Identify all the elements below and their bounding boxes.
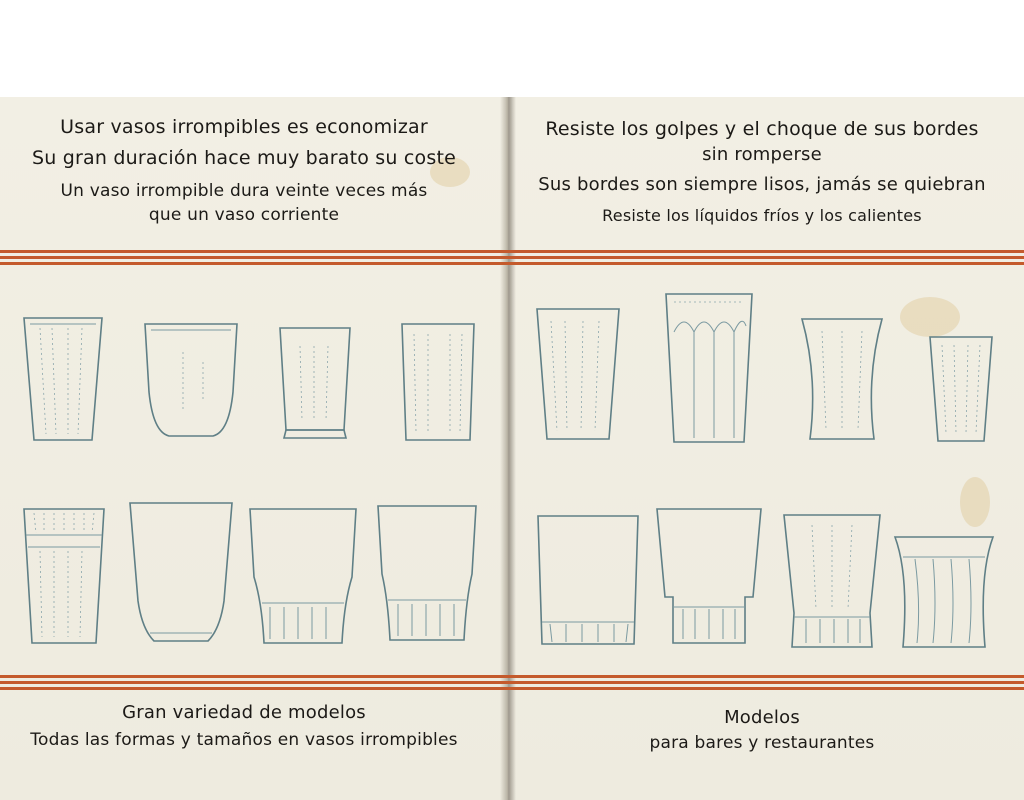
right-intro-line-1: Resiste los golpes y el choque de sus bordes: [545, 118, 979, 140]
drinking-glass-icon: [782, 513, 882, 651]
right-footer-line-1: Modelos: [724, 707, 800, 728]
page-fold: [500, 97, 516, 800]
drinking-glass-icon: [22, 316, 104, 444]
left-page: [0, 97, 506, 800]
left-footer-line-2: Todas las formas y tamaños en vasos irrompibles: [30, 730, 458, 750]
left-footer-line-1: Gran variedad de modelos: [122, 702, 366, 723]
drinking-glass-icon: [278, 326, 352, 442]
drinking-glass-icon: [800, 317, 884, 443]
drinking-glass-icon: [143, 322, 239, 440]
right-intro-line-4: Resiste los líquidos fríos y los calientes: [602, 206, 922, 225]
right-intro-line-3: Sus bordes son siempre lisos, jamás se quiebran: [538, 174, 986, 195]
drinking-glass-icon: [128, 501, 234, 645]
drinking-glass-icon: [400, 322, 476, 444]
paper-stain: [960, 477, 990, 527]
left-intro-line-3: Un vaso irrompible dura veinte veces más: [60, 181, 428, 201]
drinking-glass-icon: [928, 335, 994, 445]
right-page: [512, 97, 1024, 800]
paper-stain: [900, 297, 960, 337]
drinking-glass-icon: [536, 514, 640, 648]
drinking-glass-icon: [535, 307, 621, 443]
right-intro-line-2: sin romperse: [702, 144, 822, 165]
right-footer-line-2: para bares y restaurantes: [649, 733, 875, 753]
top-divider-stripe: [0, 250, 1024, 266]
left-intro-line-2: Su gran duración hace muy barato su coste: [32, 147, 456, 169]
drinking-glass-icon: [248, 507, 358, 647]
drinking-glass-icon: [664, 292, 754, 446]
drinking-glass-icon: [22, 507, 106, 647]
drinking-glass-icon: [655, 507, 763, 647]
brochure-spread: [0, 97, 1024, 800]
bottom-divider-stripe: [0, 675, 1024, 691]
left-intro-line-1: Usar vasos irrompibles es economizar: [60, 116, 428, 138]
drinking-glass-icon: [376, 504, 478, 644]
left-intro-line-4: que un vaso corriente: [148, 205, 340, 225]
drinking-glass-icon: [893, 535, 995, 651]
